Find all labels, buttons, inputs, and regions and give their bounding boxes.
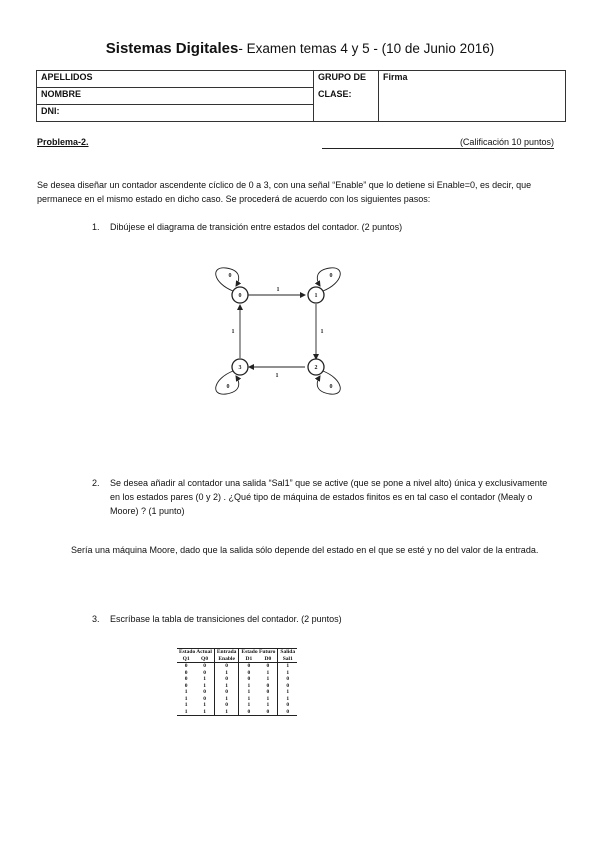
table-cell: 0 xyxy=(278,676,297,683)
table-row xyxy=(177,709,297,716)
page-title xyxy=(0,40,600,57)
subheader-q0: Q0 xyxy=(195,656,214,663)
state-label-3: 3 xyxy=(238,365,242,371)
table-cell: 0 xyxy=(184,676,188,682)
firma-field[interactable]: Firma xyxy=(379,71,566,122)
transition-table xyxy=(177,648,297,716)
table-cell: 0 xyxy=(214,702,239,709)
table-cell: 1 xyxy=(266,676,270,682)
problem-intro: Se desea diseñar un contador ascendente cíclico de 0 a 3, con una señal “Enable” que lo detiene si Enable=0, es decir, que permanece en el mismo estado en dicho caso. Se procederá de acuerdo con los siguientes pasos: xyxy=(37,180,532,204)
table-cell: 1 xyxy=(278,663,297,670)
self-loop-label-0: 0 xyxy=(228,273,232,279)
subheader-d1: D1 xyxy=(239,656,258,663)
table-cell: 1 xyxy=(239,696,258,703)
table-cell: 0 xyxy=(214,663,239,670)
table-cell: 0 xyxy=(278,683,297,690)
header-entrada: Entrada xyxy=(214,649,239,656)
state-label-1: 1 xyxy=(314,293,318,299)
table-cell: 0 xyxy=(266,682,270,689)
title-main: Sistemas Digitales xyxy=(105,40,239,57)
question-text: Se desea añadir al contador una salida “Sal1” que se active (que se pone a nivel alto) única y exclusivamente en los estados pares (0 y 2) . ¿Qué tipo de máquina de estados finitos es en tal caso el contador (Mealy o Moore) ? (1 punto) xyxy=(110,478,548,516)
self-loop-0 xyxy=(216,268,239,291)
question-number: 1. xyxy=(92,222,100,232)
table-cell: 1 xyxy=(184,689,188,695)
state-label-0: 0 xyxy=(238,293,242,299)
student-info-table xyxy=(36,70,566,122)
table-cell: 1 xyxy=(239,689,258,696)
self-loop-label-3: 0 xyxy=(226,384,230,390)
table-cell: 0 xyxy=(184,669,188,676)
table-cell: 1 xyxy=(266,669,270,676)
table-cell: 1 xyxy=(239,683,258,690)
problem-label: Problema-2. xyxy=(37,137,89,147)
table-cell: 1 xyxy=(214,670,239,677)
grupo-label: GRUPO DE xyxy=(314,71,379,88)
table-cell: 0 xyxy=(203,663,206,669)
table-cell: 0 xyxy=(266,663,270,669)
transition-table-body xyxy=(177,663,297,716)
header-estado-futuro: Estado Futuro xyxy=(239,649,278,656)
table-cell: 0 xyxy=(203,695,206,702)
edge-label-3-0: 1 xyxy=(231,329,235,335)
table-cell: 0 xyxy=(184,663,188,669)
table-cell: 0 xyxy=(203,689,206,695)
state-label-2: 2 xyxy=(314,365,318,371)
table-cell: 0 xyxy=(258,709,278,716)
table-cell: 1 xyxy=(195,709,214,716)
edge-label-2-3: 1 xyxy=(275,373,279,379)
table-cell: 1 xyxy=(203,682,206,689)
answer-text: Sería una máquina Moore, dado que la salida sólo depende del estado en el que se esté y no del valor de la entrada. xyxy=(71,545,539,555)
subheader-q1: Q1 xyxy=(177,656,195,663)
table-row xyxy=(177,663,297,670)
clase-field[interactable]: CLASE: xyxy=(314,88,379,122)
table-cell: 0 xyxy=(278,709,297,716)
table-cell: 0 xyxy=(203,669,206,676)
table-cell: 0 xyxy=(239,709,258,716)
table-cell: 1 xyxy=(214,683,239,690)
table-cell: 1 xyxy=(177,709,195,716)
edge-label-0-1: 1 xyxy=(276,287,280,293)
dni-field[interactable]: DNI: xyxy=(37,105,314,122)
table-cell: 1 xyxy=(266,695,270,702)
table-cell: 1 xyxy=(184,695,188,702)
table-cell: 1 xyxy=(278,689,297,696)
subheader-sal1: Sal1 xyxy=(278,656,297,663)
table-cell: 1 xyxy=(239,702,258,709)
question-text: Dibújese el diagrama de transición entre estados del contador. (2 puntos) xyxy=(110,222,403,232)
self-loop-label-2: 0 xyxy=(329,384,333,390)
problem-score: (Calificación 10 puntos) xyxy=(322,137,554,149)
table-cell: 1 xyxy=(266,702,270,708)
table-cell: 0 xyxy=(239,676,258,683)
nombre-field[interactable]: NOMBRE xyxy=(37,88,314,105)
table-cell: 1 xyxy=(203,676,206,682)
table-cell: 0 xyxy=(239,663,258,670)
question-number: 2. xyxy=(92,478,100,488)
self-loop-label-1: 0 xyxy=(329,273,333,279)
question-number: 3. xyxy=(92,614,100,624)
edge-label-1-2: 1 xyxy=(320,329,324,335)
table-cell: 0 xyxy=(214,689,239,696)
subheader-enable: Enable xyxy=(214,656,239,663)
subheader-d0: D0 xyxy=(258,656,278,663)
table-cell: 0 xyxy=(266,689,270,695)
table-cell: 0 xyxy=(184,682,188,689)
self-loop-1 xyxy=(317,268,340,291)
self-loop-3 xyxy=(216,371,239,394)
table-cell: 1 xyxy=(203,702,206,708)
state-transition-diagram xyxy=(195,258,355,398)
table-cell: 0 xyxy=(239,670,258,677)
table-cell: 1 xyxy=(214,709,239,716)
self-loop-2 xyxy=(317,371,340,394)
question-text: Escríbase la tabla de transiciones del contador. (2 puntos) xyxy=(110,614,342,624)
header-salida: Salida xyxy=(278,649,297,656)
table-cell: 1 xyxy=(214,696,239,703)
table-cell: 1 xyxy=(278,696,297,703)
table-cell: 1 xyxy=(184,702,188,708)
table-cell: 0 xyxy=(278,702,297,709)
apellidos-field[interactable]: APELLIDOS xyxy=(37,71,314,88)
table-cell: 1 xyxy=(278,670,297,677)
header-estado-actual: Estado Actual xyxy=(177,649,214,656)
table-cell: 0 xyxy=(214,676,239,683)
title-rest: - Examen temas 4 y 5 - (10 de Junio 2016) xyxy=(238,41,495,56)
